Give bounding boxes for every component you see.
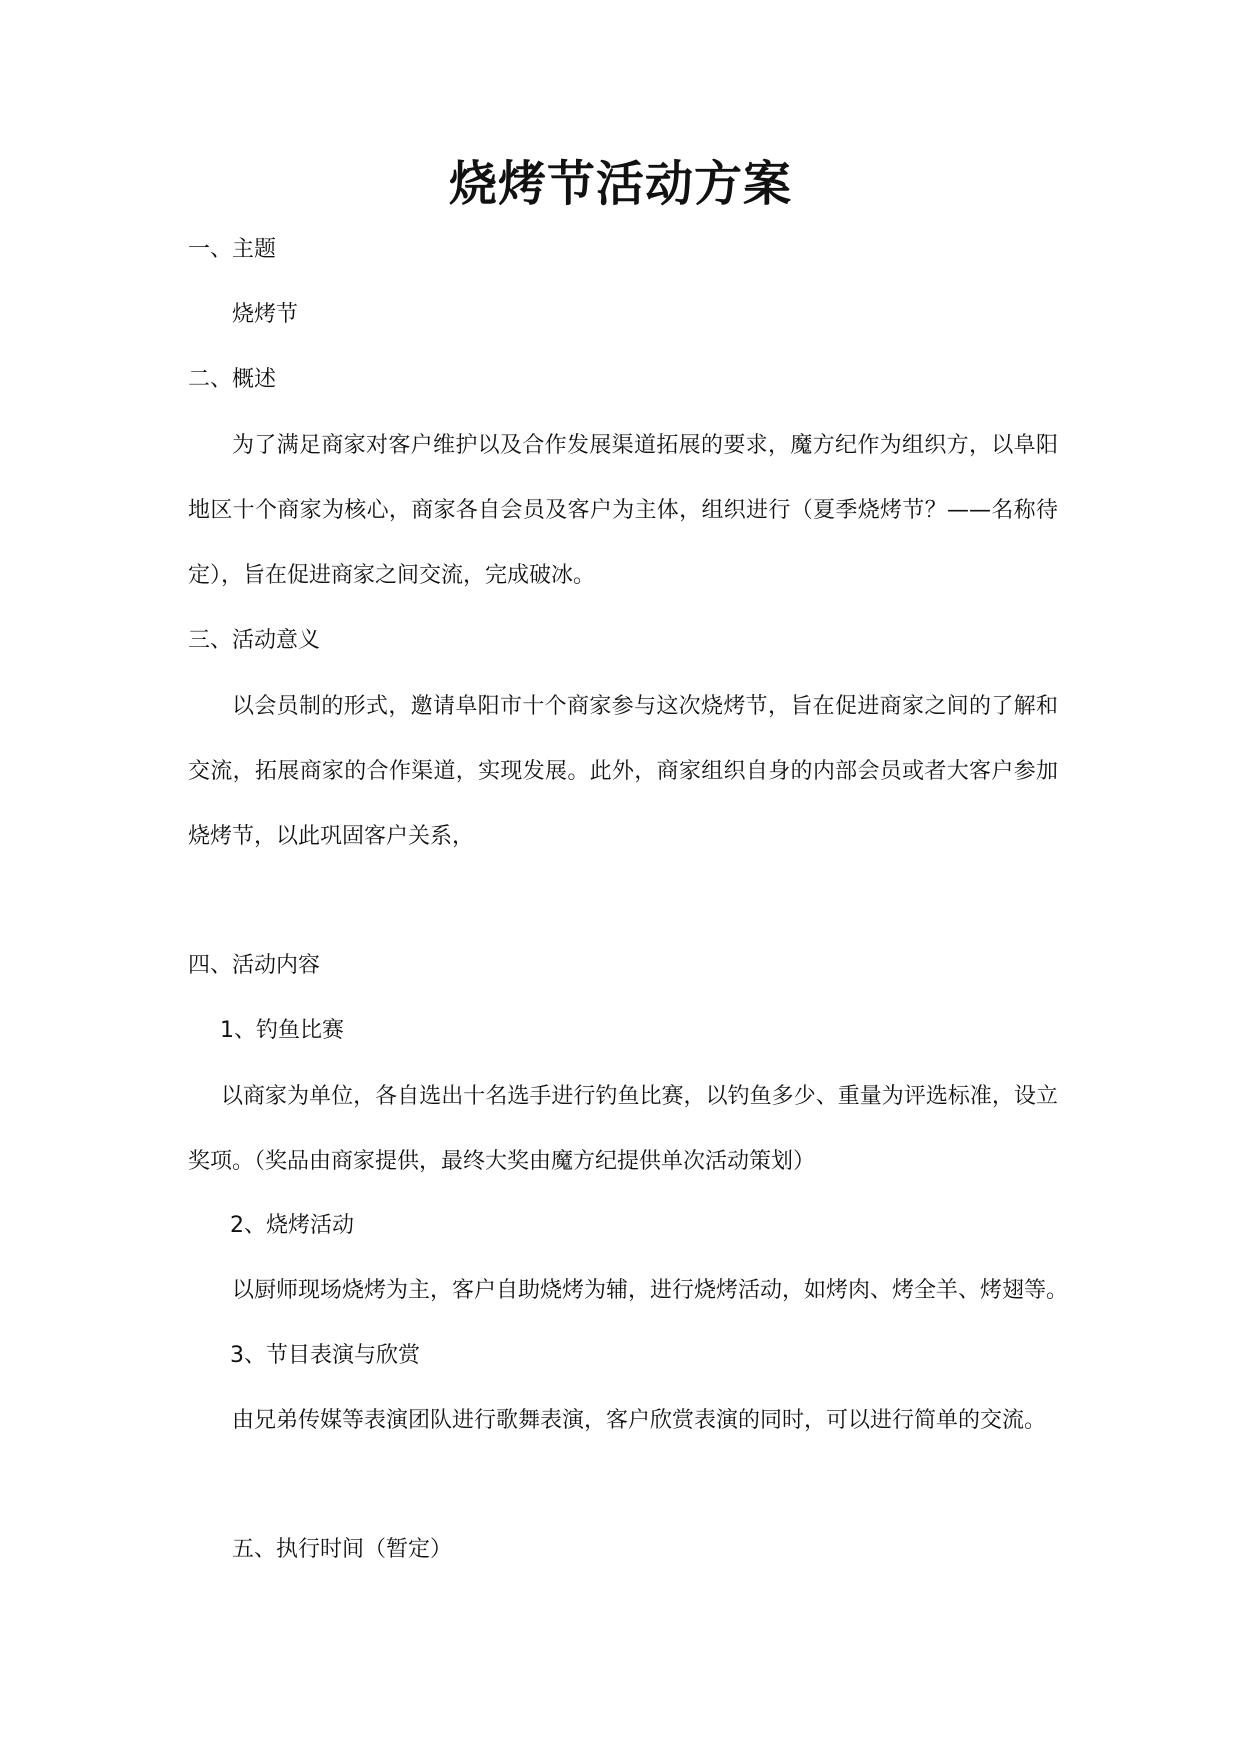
subsection-body-performance: 由兄弟传媒等表演团队进行歌舞表演，客户欣赏表演的同时，可以进行简单的交流。 xyxy=(232,1408,1047,1433)
section-heading-significance: 三、活动意义 xyxy=(188,628,321,653)
document-title: 烧烤节活动方案 xyxy=(448,156,792,212)
subsection-body-bbq: 以厨师现场烧烤为主，客户自助烧烤为辅，进行烧烤活动，如烤肉、烤全羊、烤翅等。 xyxy=(232,1278,1069,1303)
subsection-heading-bbq: 2、烧烤活动 xyxy=(230,1213,354,1238)
section-heading-schedule: 五、执行时间（暂定） xyxy=(232,1537,453,1562)
section-heading-overview: 二、概述 xyxy=(188,367,277,392)
section-heading-content: 四、活动内容 xyxy=(188,953,321,978)
section-body-theme: 烧烤节 xyxy=(232,302,299,327)
subsection-body-fishing: 以商家为单位，各自选出十名选手进行钓鱼比赛，以钓鱼多少、重量为评选标准，设立奖项。（奖品由商家提供，最终大奖由魔方纪提供单次活动策划） xyxy=(188,1084,1058,1174)
section-body-overview: 为了满足商家对客户维护以及合作发展渠道拓展的要求，魔方纪作为组织方，以阜阳地区十个商家为核心，商家各自会员及客户为主体，组织进行（夏季烧烤节？——名称待定），旨在促进商家之间交流，完成破冰。 xyxy=(188,433,1058,588)
section-body-significance: 以会员制的形式，邀请阜阳市十个商家参与这次烧烤节，旨在促进商家之间的了解和交流，拓展商家的合作渠道，实现发展。此外，商家组织自身的内部会员或者大客户参加烧烤节，以此巩固客户关系， xyxy=(188,694,1058,849)
section-heading-theme: 一、主题 xyxy=(188,237,277,262)
subsection-heading-performance: 3、节目表演与欣赏 xyxy=(230,1343,420,1368)
subsection-heading-fishing: 1、钓鱼比赛 xyxy=(220,1018,344,1043)
